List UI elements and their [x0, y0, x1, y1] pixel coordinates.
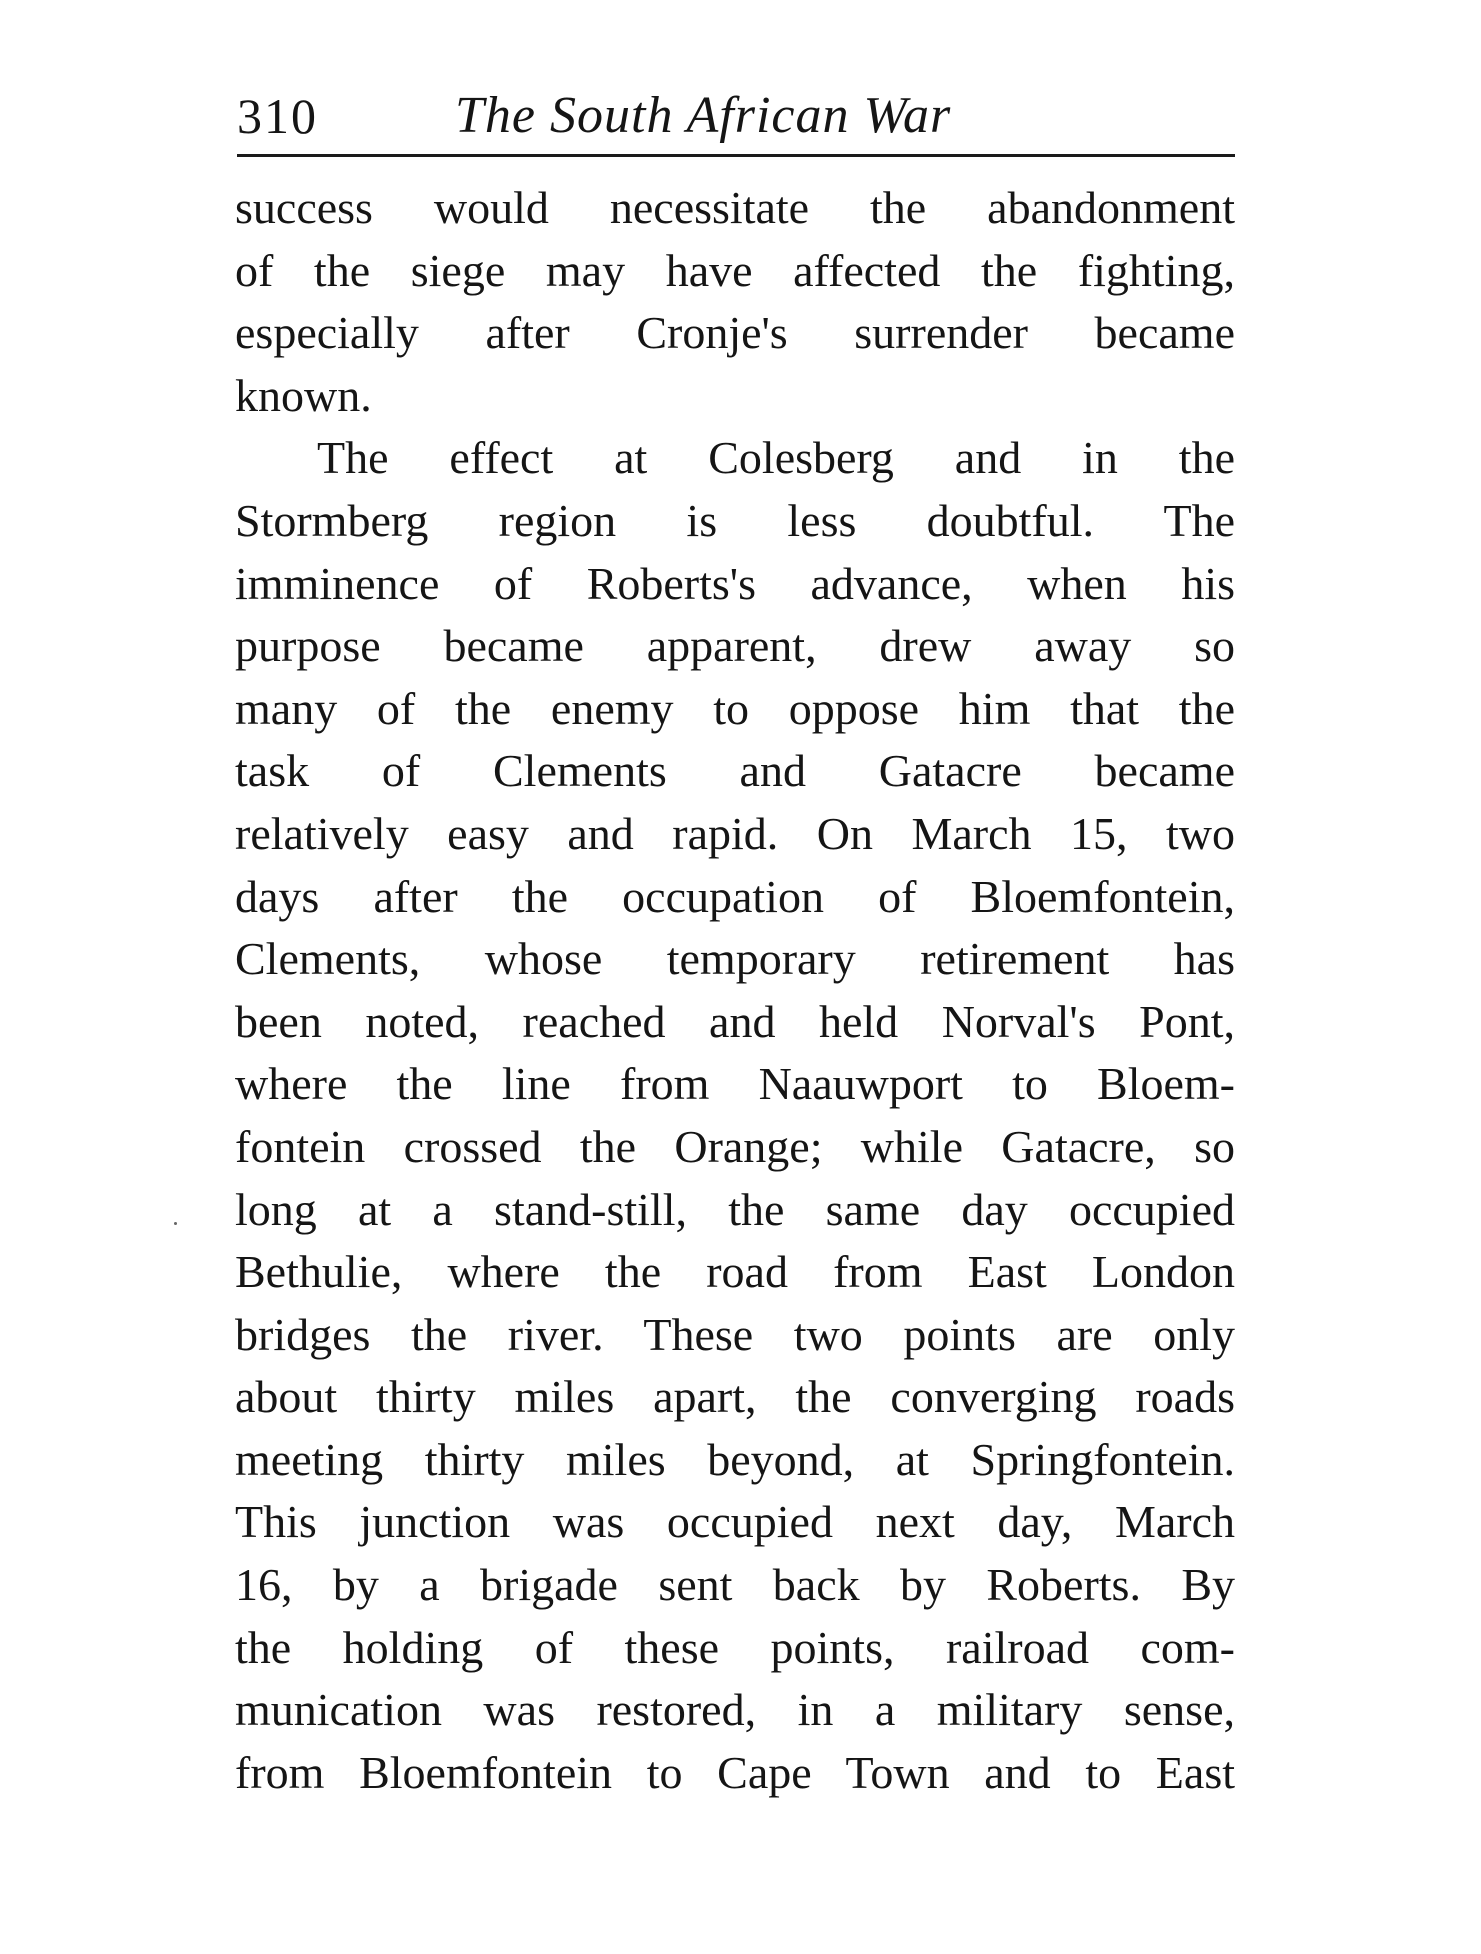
- text-line: bridges the river. These two points are only: [235, 1308, 1235, 1360]
- text-line: known.: [235, 369, 372, 421]
- text-line: been noted, reached and held Norval's Pont,: [235, 995, 1235, 1047]
- text-line: of the siege may have affected the fighting,: [235, 244, 1235, 296]
- page-number: 310: [237, 88, 318, 144]
- text-line: meeting thirty miles beyond, at Springfontein.: [235, 1433, 1235, 1485]
- text-line: relatively easy and rapid. On March 15, two: [235, 807, 1235, 859]
- body-text: [235, 177, 1235, 1804]
- text-line: success would necessitate the abandonment: [235, 182, 1235, 233]
- header-rule: [237, 154, 1235, 157]
- text-line: munication was restored, in a military sense,: [235, 1684, 1235, 1736]
- text-line: from Bloemfontein to Cape Town and to East: [235, 1746, 1235, 1798]
- text-line: long at a stand-still, the same day occupied: [235, 1183, 1235, 1235]
- text-line: Bethulie, where the road from East London: [235, 1246, 1235, 1298]
- running-head: [237, 82, 1235, 150]
- text-line: especially after Cronje's surrender became: [235, 307, 1235, 359]
- text-line: fontein crossed the Orange; while Gatacre, so: [235, 1120, 1235, 1172]
- text-line: purpose became apparent, drew away so: [235, 620, 1235, 672]
- text-line: task of Clements and Gatacre became: [235, 745, 1235, 797]
- text-line: the holding of these points, railroad com-: [235, 1621, 1235, 1673]
- text-line: imminence of Roberts's advance, when his: [235, 557, 1235, 609]
- text-line: This junction was occupied next day, March: [235, 1496, 1235, 1548]
- text-line: 16, by a brigade sent back by Roberts. By: [235, 1559, 1235, 1611]
- running-title: The South African War: [455, 87, 952, 144]
- text-line: many of the enemy to oppose him that the: [235, 682, 1235, 734]
- text-line: Clements, whose temporary retirement has: [235, 933, 1235, 985]
- text-line: days after the occupation of Bloemfontein,: [235, 870, 1235, 922]
- text-line: where the line from Naauwport to Bloem-: [235, 1058, 1235, 1110]
- text-line: about thirty miles apart, the converging roads: [235, 1371, 1235, 1423]
- paragraph-first-line: The effect at Colesberg and in the: [317, 432, 1235, 484]
- margin-speck: [174, 1222, 177, 1225]
- text-line: Stormberg region is less doubtful. The: [235, 494, 1235, 546]
